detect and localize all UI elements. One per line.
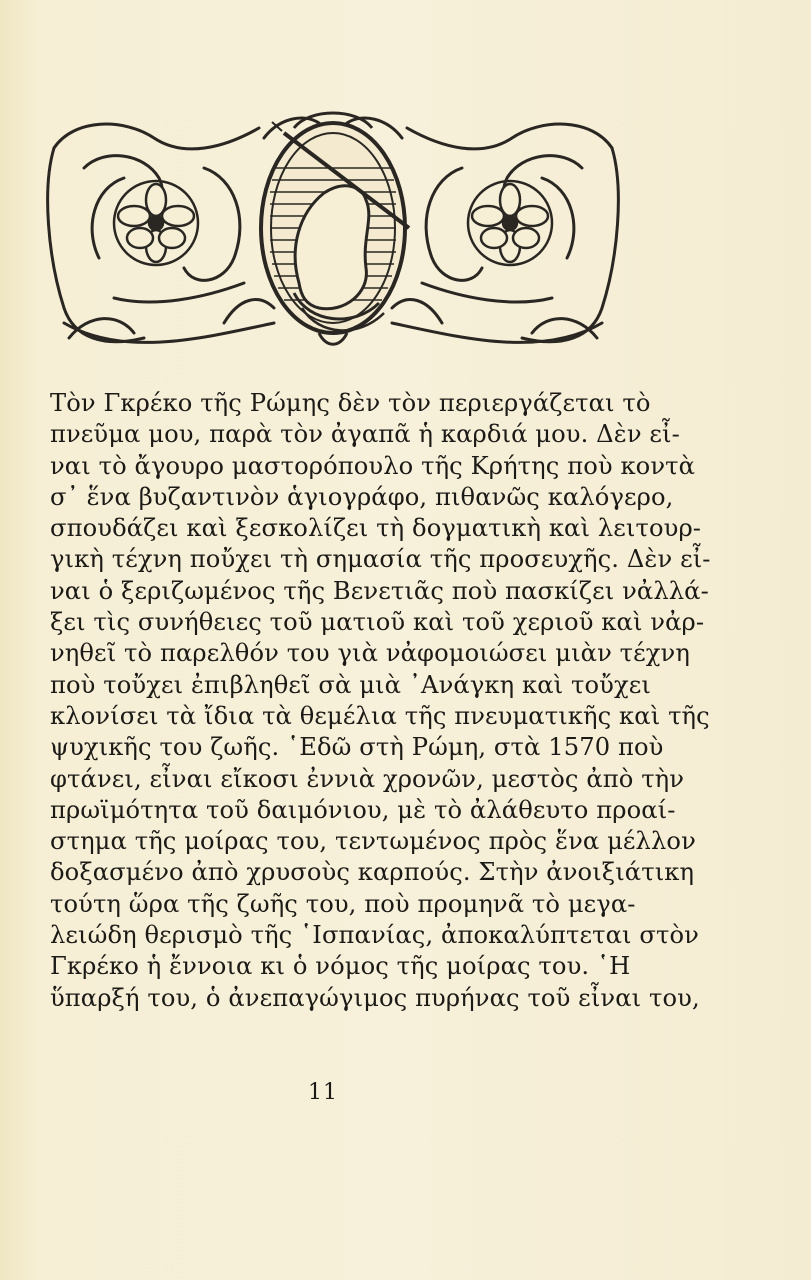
- text-line: ὕπαρξή του, ὁ ἀνεπαγώγιμος πυρήνας τοῦ εἶναι του,: [50, 983, 700, 1012]
- text-line: τούτη ὥρα τῆς ζωῆς του, ποὺ προμηνᾶ τὸ μεγα-: [50, 889, 636, 918]
- text-line: κλονίσει τὰ ἴδια τὰ θεμέλια τῆς πνευματικῆς καὶ τῆς: [50, 701, 710, 730]
- text-line: νηθεῖ τὸ παρελθόν του γιὰ νἀφομοιώσει μιὰν τέχνη: [50, 639, 690, 668]
- text-line: ποὺ τοὔχει ἐπιβληθεῖ σὰ μιὰ ᾿Ανάγκη καὶ τοὔχει: [50, 670, 651, 699]
- text-line: λειώδη θερισμὸ τῆς ῾Ισπανίας, ἀποκαλύπτεται στὸν: [50, 921, 699, 950]
- text-line: δοξασμένο ἀπὸ χρυσοὺς καρπούς. Στὴν ἀνοιξιάτικη: [50, 858, 695, 887]
- text-line: πνεῦμα μου, παρὰ τὸν ἀγαπᾶ ἡ καρδιά μου. Δὲν εἶ-: [50, 420, 680, 449]
- text-line: στημα τῆς μοίρας του, τεντωμένος πρὸς ἕνα μέλλον: [50, 827, 696, 856]
- text-line: γικὴ τέχνη ποὔχει τὴ σημασία τῆς προσευχῆς. Δὲν εἶ-: [50, 545, 711, 574]
- text-line: ξει τὶς συνήθειες τοῦ ματιοῦ καὶ τοῦ χεριοῦ καὶ νἀρ-: [50, 608, 705, 637]
- text-line: σπουδάζει καὶ ξεσκολίζει τὴ δογματικὴ καὶ λειτουρ-: [50, 514, 702, 543]
- text-line: ναι τὸ ἄγουρο μαστορόπουλο τῆς Κρήτης ποὺ κοντὰ: [50, 451, 696, 480]
- text-line: πρωϊμότητα τοῦ δαιμόνιου, μὲ τὸ ἀλάθευτο προαί-: [50, 795, 676, 824]
- ornament-hand-with-brush-icon: [44, 108, 622, 358]
- text-line: Γκρέκο ἡ ἔννοια κι ὁ νόμος τῆς μοίρας του. ῾Η: [50, 952, 631, 981]
- text-line: σ᾿ ἕνα βυζαντινὸν ἁγιογράφο, πιθανῶς καλόγερο,: [50, 482, 674, 511]
- body-text: [50, 388, 711, 1014]
- page-number: 11: [308, 1080, 338, 1105]
- text-line: ψυχικῆς του ζωῆς. ῾Εδῶ στὴ Ρώμη, στὰ 1570 ποὺ: [50, 733, 664, 762]
- text-line: ναι ὁ ξεριζωμένος τῆς Βενετιᾶς ποὺ πασκίζει νἀλλά-: [50, 576, 709, 605]
- text-line: Τὸν Γκρέκο τῆς Ρώμης δὲν τὸν περιεργάζεται τὸ: [50, 389, 651, 417]
- text-line: φτάνει, εἶναι εἴκοσι ἐννιὰ χρονῶν, μεστὸς ἀπὸ τὴν: [50, 764, 685, 793]
